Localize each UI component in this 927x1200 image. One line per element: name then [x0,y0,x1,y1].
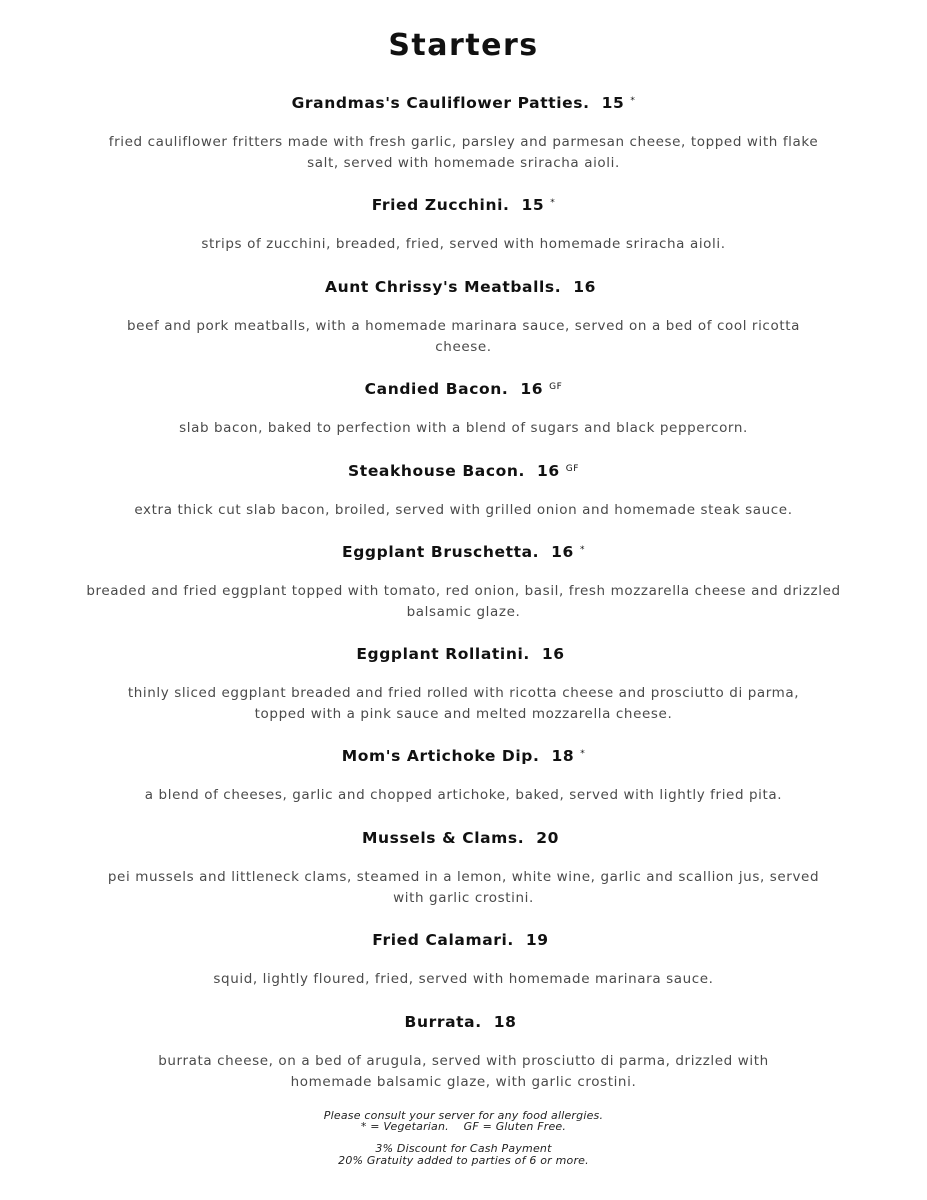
menu-item [0,192,927,255]
item-description: extra thick cut slab bacon, broiled, served with grilled onion and homemade steak sauce. [134,502,793,518]
item-name: Fried Zucchini. [371,196,510,214]
item-mark: * [630,96,636,106]
item-heading [0,825,927,847]
item-name: Mussels & Clams. [361,829,525,847]
item-name: Grandmas's Cauliflower Patties. [291,94,590,112]
item-name: Fried Calamari. [372,931,514,949]
item-mark: * [580,749,586,759]
item-name: Steakhouse Bacon. [348,462,525,480]
item-heading [0,927,927,949]
menu-item [0,641,927,724]
menu-item [0,927,927,990]
item-price: 16 [537,462,560,480]
cash-discount-note: 3% Discount for Cash Payment [375,1142,552,1155]
item-description: fried cauliflower fritters made with fresh garlic, parsley and parmesan cheese, topped with flake salt, served with homemade sriracha aioli. [108,134,819,171]
allergy-note: Please consult your server for any food allergies. [323,1109,604,1122]
item-heading [0,90,927,112]
item-description: slab bacon, baked to perfection with a blend of sugars and black peppercorn. [179,420,748,436]
menu-item [0,1009,927,1092]
item-mark: * [550,198,556,208]
item-description: squid, lightly floured, fried, served with homemade marinara sauce. [213,971,714,987]
menu-item [0,90,927,173]
item-name: Mom's Artichoke Dip. [341,747,540,765]
page-title: Starters [388,28,539,63]
item-heading [0,641,927,663]
item-price: 15 [521,196,545,214]
item-price: 18 [551,747,575,765]
item-description: beef and pork meatballs, with a homemade marinara sauce, served on a bed of cool ricotta cheese. [127,318,800,355]
item-name: Eggplant Rollatini. [356,645,530,663]
item-heading [0,274,927,296]
diet-legend: * = Vegetarian. GF = Gluten Free. [360,1120,567,1133]
item-mark: GF [565,464,579,474]
item-price: 18 [493,1013,517,1031]
menu-item [0,274,927,357]
menu-item [0,539,927,622]
item-mark: GF [549,382,563,392]
item-price: 16 [520,380,544,398]
item-heading [0,376,927,398]
item-description: burrata cheese, on a bed of arugula, served with prosciutto di parma, drizzled with homemade balsamic glaze, with garlic crostini. [158,1053,769,1090]
item-price: 20 [536,829,560,847]
item-price: 19 [525,931,549,949]
item-price: 16 [551,543,574,561]
item-price: 16 [573,278,597,296]
menu-item [0,743,927,806]
item-name: Aunt Chrissy's Meatballs. [324,278,562,296]
item-heading [0,1009,927,1031]
item-description: breaded and fried eggplant topped with tomato, red onion, basil, fresh mozzarella cheese and drizzled balsamic glaze. [86,583,841,620]
menu-item [0,458,927,521]
item-description: pei mussels and littleneck clams, steamed in a lemon, white wine, garlic and scallion jus, served with garlic crostini. [107,869,820,906]
item-price: 16 [541,645,565,663]
item-heading [0,539,927,561]
gratuity-note: 20% Gratuity added to parties of 6 or more. [338,1154,589,1167]
item-name: Candied Bacon. [364,380,509,398]
item-description: a blend of cheeses, garlic and chopped artichoke, baked, served with lightly fried pita. [144,787,783,803]
menu-item [0,825,927,908]
item-description: strips of zucchini, breaded, fried, served with homemade sriracha aioli. [201,236,726,252]
item-heading [0,458,927,480]
item-heading [0,743,927,765]
menu-item [0,376,927,439]
item-mark: * [579,545,585,555]
item-name: Burrata. [404,1013,482,1031]
item-name: Eggplant Bruschetta. [342,543,540,561]
item-heading [0,192,927,214]
item-description: thinly sliced eggplant breaded and fried rolled with ricotta cheese and prosciutto di parma, topped with a pink sauce and melted mozzarella cheese. [127,685,800,722]
item-price: 15 [601,94,625,112]
